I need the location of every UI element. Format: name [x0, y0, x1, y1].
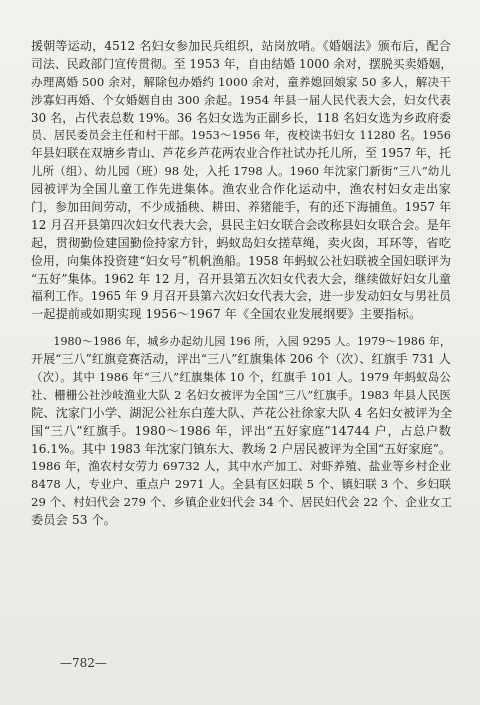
paragraph-1 [31, 38, 451, 324]
text-line: 儿所（组）、幼儿园（班）98 处，入托 1798 人。1960 年沈家门新街“三八”幼儿 [31, 164, 451, 179]
text-line: 8478 人，专业户、重点户 2971 人。全县有区妇联 5 个、镇妇联 3 个、乡妇联 [31, 477, 451, 492]
text-line: 涉寡妇再婚、个女婚姻自由 300 余起。1954 年县一届人民代表大会，妇女代表 [31, 92, 451, 107]
text-line: 园被评为全国儿童工作先进集体。渔农业合作化运动中，渔农村妇女走出家 [31, 182, 451, 197]
text-line: 院、沈家门小学、湖泥公社东白莲大队、芦花公社徐家大队 4 名妇女被评为全 [31, 405, 453, 420]
text-line: 俭用，向集体投资建“妇女号”机帆渔船。1958 年蚂蚁公社妇联被全国妇联评为 [31, 253, 451, 268]
text-line: 29 个、村妇代会 279 个、乡镇企业妇代会 34 个、居民妇代会 22 个、企业女工 [31, 495, 453, 510]
text-line: 办理离婚 500 余对，解除包办婚约 1000 余对，童养媳回娘家 50 多人，解决干 [31, 74, 451, 89]
text-line: 1980～1986 年，城乡办起幼儿园 196 所，入园 9295 人。1979～1986 年， [31, 335, 451, 349]
text-line: 门，参加田间劳动，不少成插秧、耕田、养猪能手，有的还下海捕鱼。1957 年 [31, 200, 451, 215]
text-line: 委员会 53 个。 [31, 513, 117, 528]
text-line: 司法、民政部门宣传贯彻。至 1953 年，自由结婚 1000 余对，摆脱买卖婚姻， [31, 56, 453, 71]
paragraph-gap [31, 324, 451, 333]
text-line: 福利工作。1965 年 9 月召开县第六次妇女代表大会，进一步发动妇女与男社员 [31, 289, 451, 304]
body-text [31, 38, 451, 530]
text-line: 一起提前或如期实现 1956～1967 年《全国农业发展纲要》主要指标。 [31, 307, 422, 322]
text-line: 援朝等运动，4512 名妇女参加民兵组织，站岗放哨。《婚姻法》颁布后，配合 [31, 39, 451, 53]
paragraph-2 [31, 333, 451, 530]
text-line: 国“三八”红旗手。1980～1986 年，评出“五好家庭”14744 户，占总户数 [31, 423, 451, 438]
text-line: 起，贯彻勤俭建国勤俭持家方针，蚂蚁岛妇女搓草绳，卖火囱，耳环等，省吃 [31, 235, 451, 250]
text-line: “五好”集体。1962 年 12 月，召开县第五次妇女代表大会，继续做好妇女儿童 [31, 271, 451, 286]
text-line: 30 名，占代表总数 19%。36 名妇女选为正副乡长，118 名妇女选为乡政府委 [31, 110, 451, 125]
text-line: 1986 年，渔农村女劳力 69732 人，其中水产加工、对虾养殖、盐业等乡村企业 [31, 459, 451, 474]
text-line: 开展“三八”红旗竞赛活动，评出“三八”红旗集体 206 个（次）、红旗手 731 人 [31, 352, 451, 367]
text-line: （次）。其中 1986 年“三八”红旗集体 10 个，红旗手 101 人。1979 年蚂蚁岛公 [31, 370, 451, 385]
text-line: 16.1%。其中 1983 年沈家门镇东大、教场 2 户居民被评为全国“五好家庭”。 [31, 441, 452, 456]
page-number: —782— [60, 656, 107, 670]
text-line: 12 月召开县第四次妇女代表大会，县民主妇女联合会改称县妇女联合会。是年 [31, 217, 451, 232]
text-line: 社、栅栅公社沙岐渔业大队 2 名妇女被评为全国“三八”红旗手。1983 年县人民医 [31, 387, 451, 402]
text-line: 员、居民委员会主任和村干部。1953～1956 年，夜校读书妇女 11280 名。1956 [31, 129, 451, 143]
text-line: 年县妇联在双塘乡青山、芦花乡芦花两农业合作社试办托儿所，至 1957 年，托 [31, 146, 451, 161]
